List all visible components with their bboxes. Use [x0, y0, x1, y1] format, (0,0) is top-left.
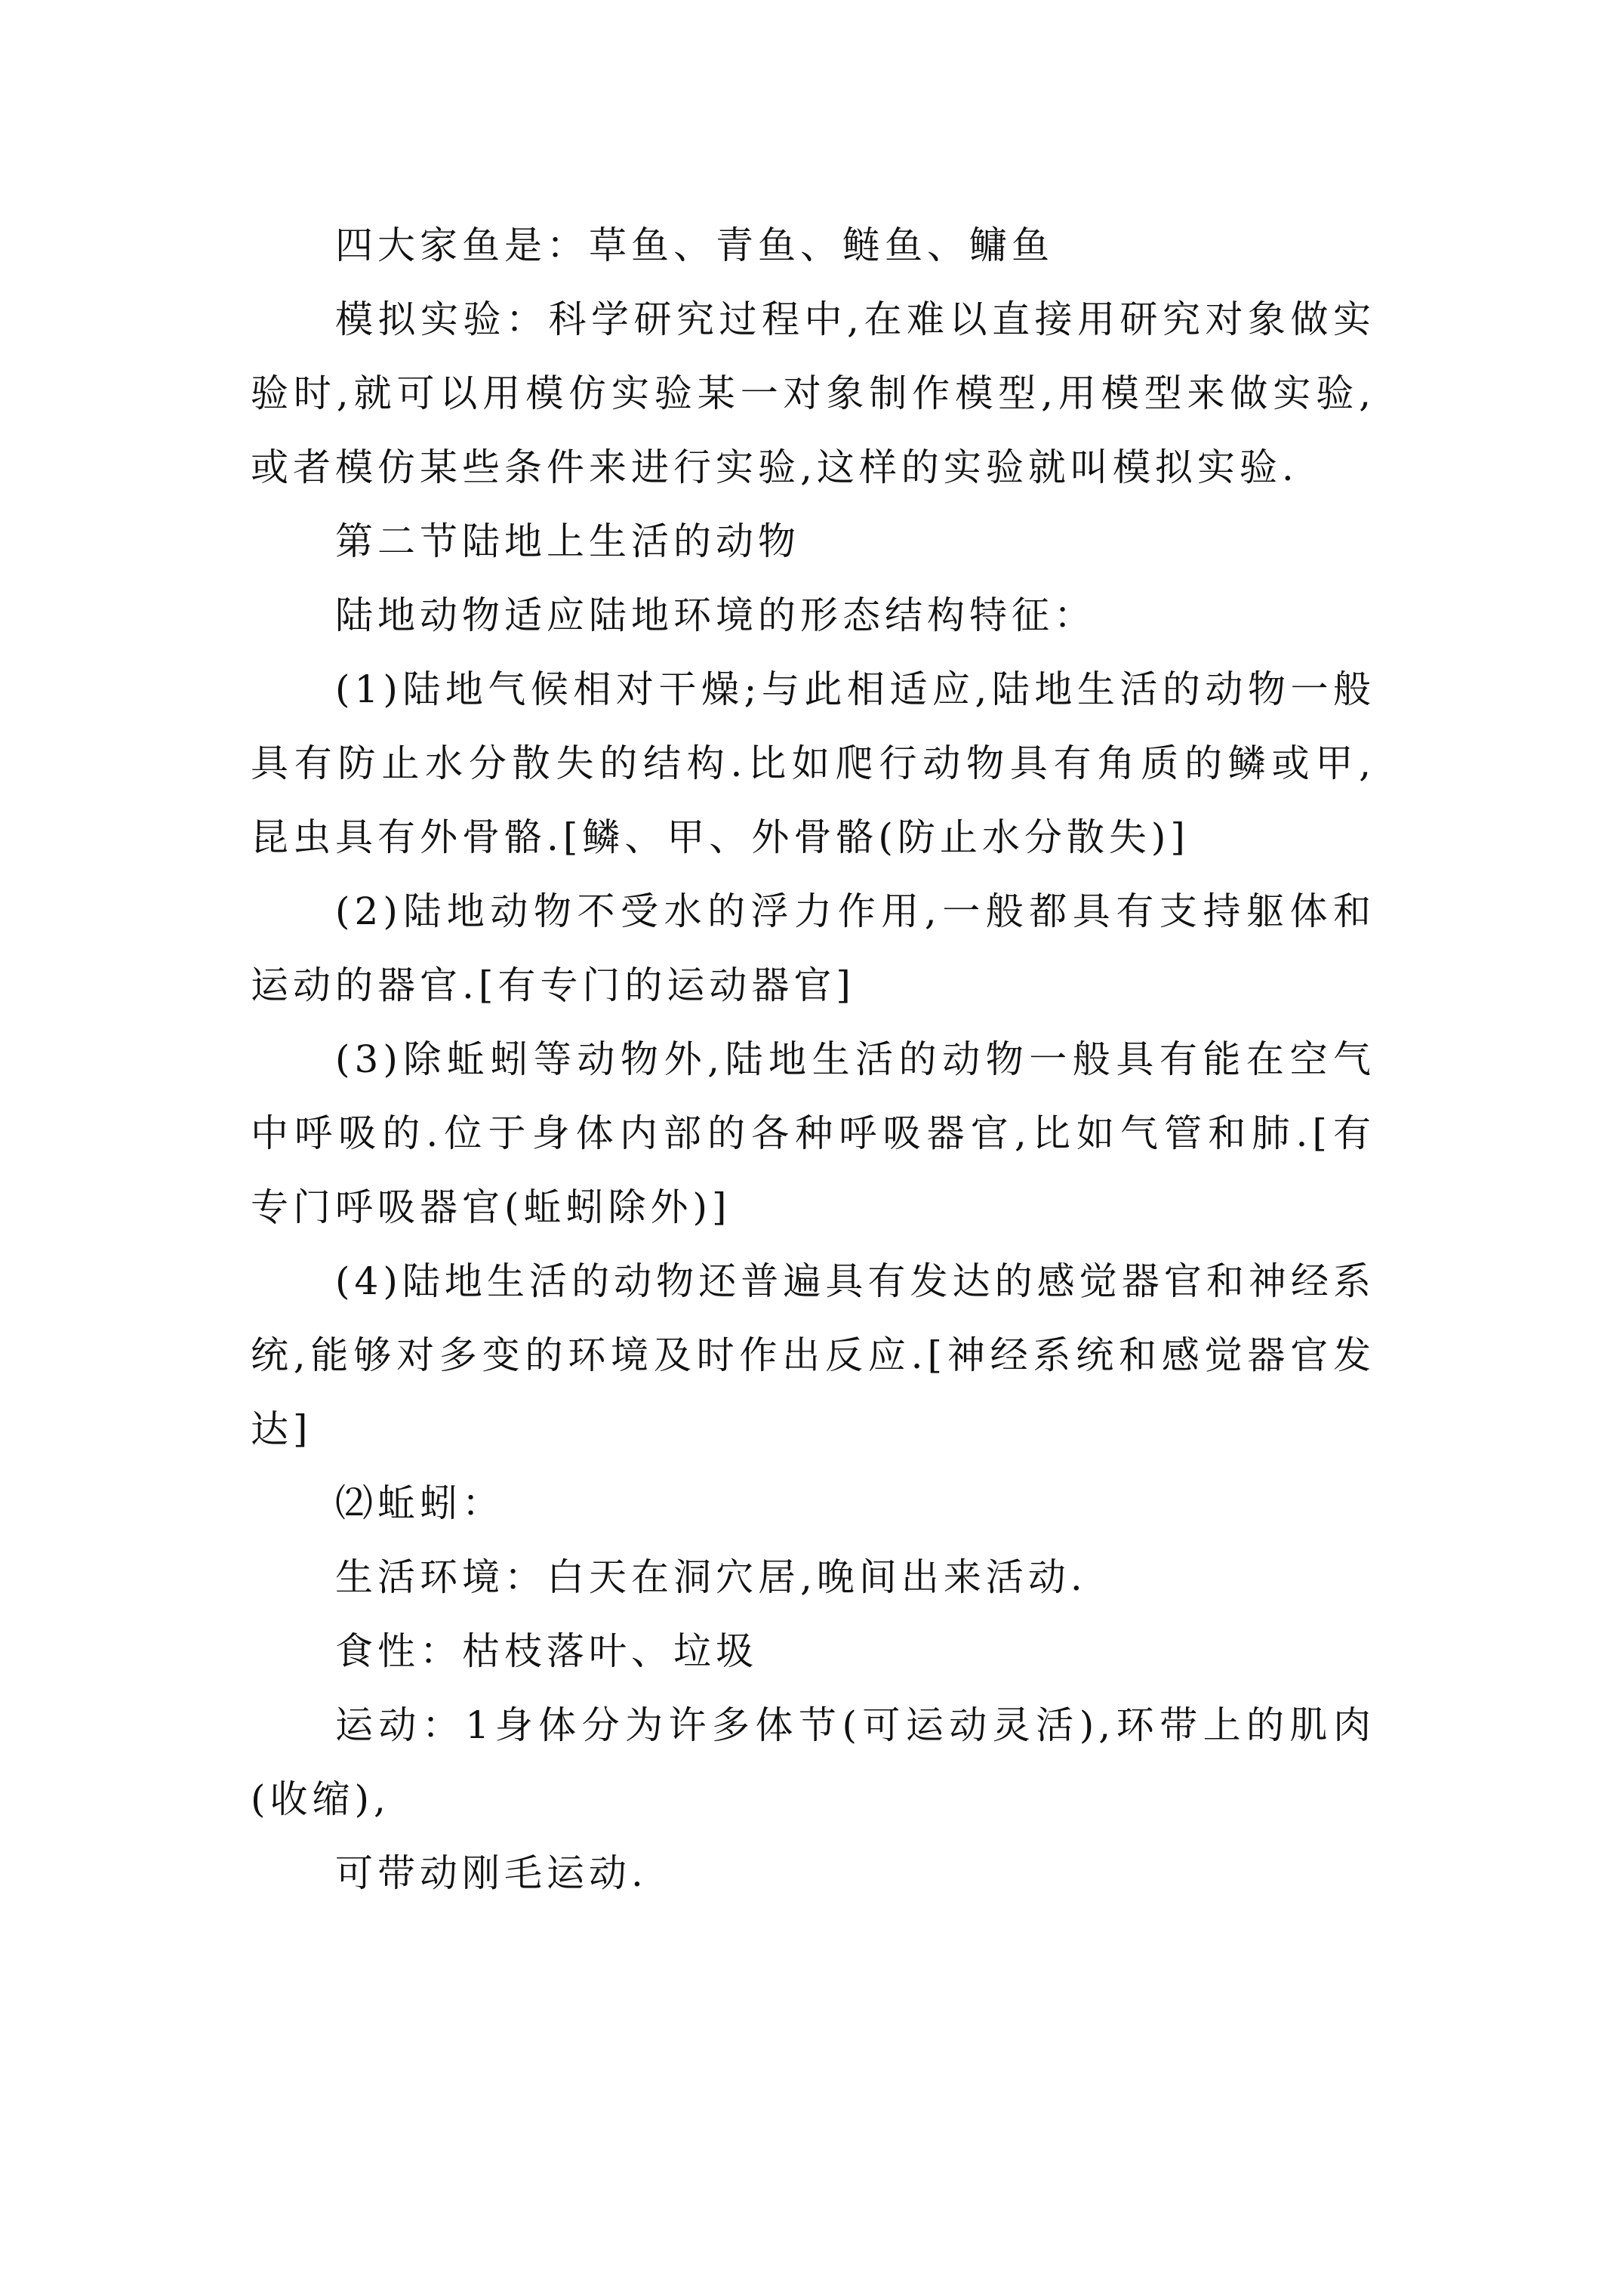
paragraph-movement: 运动：1身体分为许多体节(可运动灵活),环带上的肌肉(收缩), [251, 1703, 1375, 1821]
list-item-dry-climate: (1)陆地气候相对干燥;与此相适应,陆地生活的动物一般具有防止水分散失的结构.比如爬行动物具有角质的鳞或甲,昆虫具有外骨骼.[鳞、甲、外骨骼(防止水分散失)] [251, 667, 1375, 859]
list-item-respiration: (3)除蚯蚓等动物外,陆地生活的动物一般具有能在空气中呼吸的.位于身体内部的各种呼吸器官,比如气管和肺.[有专门呼吸器官(蚯蚓除外)] [251, 1037, 1375, 1229]
subheading-earthworm: ⑵蚯蚓： [335, 1481, 504, 1525]
paragraph-simulation-experiment: 模拟实验：科学研究过程中,在难以直接用研究对象做实验时,就可以用模仿实验某一对象制作模型,用模型来做实验,或者模仿某些条件来进行实验,这样的实验就叫模拟实验. [251, 297, 1375, 489]
document-body [251, 208, 1375, 1910]
list-item-no-buoyancy: (2)陆地动物不受水的浮力作用,一般都具有支持躯体和运动的器官.[有专门的运动器官] [251, 889, 1375, 1007]
paragraph-bristle-movement: 可带动刚毛运动. [335, 1851, 648, 1895]
paragraph-diet: 食性：枯枝落叶、垃圾 [335, 1629, 758, 1673]
section-heading-land-animals: 第二节陆地上生活的动物 [335, 519, 800, 563]
list-item-sensory-nervous: (4)陆地生活的动物还普遍具有发达的感觉器官和神经系统,能够对多变的环境及时作出反应.[神经系统和感觉器官发达] [251, 1259, 1375, 1451]
paragraph-habitat: 生活环境：白天在洞穴居,晚间出来活动. [335, 1555, 1087, 1599]
paragraph-adaptation-intro: 陆地动物适应陆地环境的形态结构特征： [335, 593, 1096, 637]
paragraph-four-major-fish: 四大家鱼是：草鱼、青鱼、鲢鱼、鳙鱼 [335, 223, 1054, 267]
